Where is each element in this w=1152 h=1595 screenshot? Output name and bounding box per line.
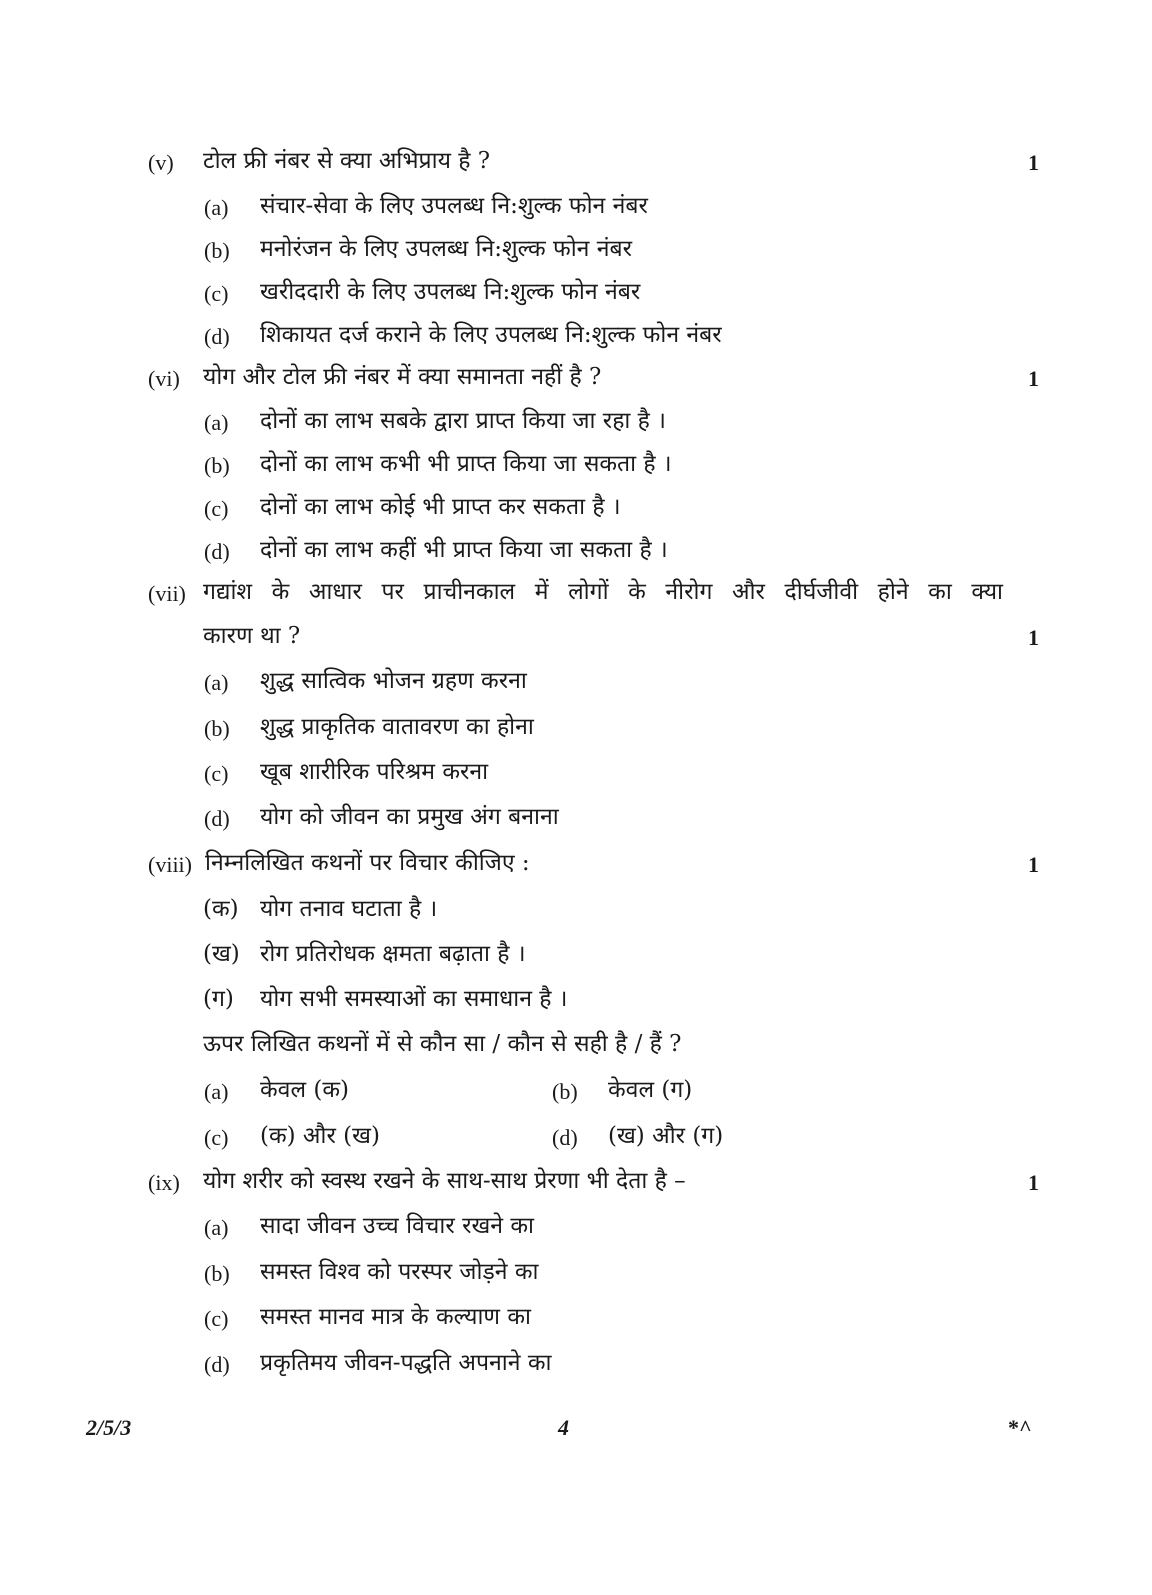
- option-label: (d): [204, 324, 230, 349]
- option-text: दोनों का लाभ कहीं भी प्राप्त किया जा सकता है ।: [260, 537, 668, 563]
- option-label: (a): [204, 670, 229, 695]
- paper-code: 2/5/3: [86, 1415, 132, 1440]
- option-text: शुद्ध सात्विक भोजन ग्रहण करना: [260, 668, 527, 694]
- option-text: योग को जीवन का प्रमुख अंग बनाना: [260, 804, 559, 830]
- option-label: (b): [204, 1261, 230, 1286]
- question-marks: 1: [1028, 625, 1039, 650]
- question-text-line-1: गद्यांश के आधार पर प्राचीनकाल में लोगों के नीरोग और दीर्घजीवी होने का क्या: [203, 579, 1003, 605]
- option-text: संचार-सेवा के लिए उपलब्ध नि:शुल्क फोन नंबर: [260, 193, 648, 219]
- question-prompt: ऊपर लिखित कथनों में से कौन सा / कौन से सही है / हैं ?: [203, 1031, 682, 1057]
- option-text: समस्त मानव मात्र के कल्याण का: [260, 1304, 531, 1330]
- question-number: (v): [148, 150, 174, 175]
- option-text: दोनों का लाभ कभी भी प्राप्त किया जा सकता है ।: [260, 451, 672, 477]
- option-label: (c): [204, 496, 229, 521]
- option-text: (क) और (ख): [260, 1123, 380, 1149]
- option-label: (a): [204, 1215, 229, 1240]
- question-marks: 1: [1028, 1170, 1039, 1195]
- option-label: (d): [204, 539, 230, 564]
- option-text: (ख) और (ग): [608, 1123, 724, 1149]
- page-number: 4: [558, 1415, 569, 1440]
- option-label: (c): [204, 1306, 229, 1331]
- option-label: (a): [204, 1079, 229, 1104]
- statement-text: योग सभी समस्याओं का समाधान है ।: [260, 986, 568, 1012]
- option-label: (a): [204, 195, 229, 220]
- option-label: (b): [552, 1079, 578, 1104]
- option-label: (d): [204, 806, 230, 831]
- option-label: (b): [204, 716, 230, 741]
- question-text: योग शरीर को स्वस्थ रखने के साथ-साथ प्रेरणा भी देता है –: [203, 1168, 686, 1194]
- option-text: शिकायत दर्ज कराने के लिए उपलब्ध नि:शुल्क फोन नंबर: [260, 322, 722, 348]
- question-text: योग और टोल फ्री नंबर में क्या समानता नहीं है ?: [203, 364, 602, 390]
- option-text: केवल (क): [260, 1077, 349, 1103]
- question-marks: 1: [1028, 150, 1039, 175]
- question-number: (vi): [148, 366, 180, 391]
- option-label: (c): [204, 281, 229, 306]
- option-text: मनोरंजन के लिए उपलब्ध नि:शुल्क फोन नंबर: [260, 236, 633, 262]
- option-text: दोनों का लाभ सबके द्वारा प्राप्त किया जा रहा है ।: [260, 408, 666, 434]
- question-marks: 1: [1028, 852, 1039, 877]
- option-text: शुद्ध प्राकृतिक वातावरण का होना: [260, 714, 534, 740]
- option-label: (c): [204, 1125, 229, 1150]
- question-number: (viii): [148, 852, 192, 877]
- option-label: (a): [204, 410, 229, 435]
- question-text-line-2: कारण था ?: [203, 623, 301, 649]
- statement-label: (ग): [203, 986, 234, 1012]
- footer-mark: *^: [1008, 1415, 1032, 1440]
- statement-text: रोग प्रतिरोधक क्षमता बढ़ाता है ।: [260, 941, 526, 967]
- statement-label: (ख): [203, 941, 240, 967]
- option-text: खरीददारी के लिए उपलब्ध नि:शुल्क फोन नंबर: [260, 279, 641, 305]
- question-marks: 1: [1028, 366, 1039, 391]
- option-label: (d): [552, 1125, 578, 1150]
- option-text: प्रकृतिमय जीवन-पद्धति अपनाने का: [260, 1350, 552, 1376]
- statement-text: योग तनाव घटाता है ।: [260, 896, 438, 922]
- option-label: (d): [204, 1352, 230, 1377]
- option-text: सादा जीवन उच्च विचार रखने का: [260, 1213, 535, 1239]
- option-label: (b): [204, 238, 230, 263]
- statement-label: (क): [203, 896, 239, 922]
- question-number: (vii): [148, 581, 186, 606]
- option-text: दोनों का लाभ कोई भी प्राप्त कर सकता है ।: [260, 494, 621, 520]
- question-text: टोल फ्री नंबर से क्या अभिप्राय है ?: [203, 148, 491, 174]
- question-text: निम्नलिखित कथनों पर विचार कीजिए :: [205, 850, 530, 876]
- option-label: (b): [204, 453, 230, 478]
- option-text: खूब शारीरिक परिश्रम करना: [260, 759, 489, 785]
- option-label: (c): [204, 761, 229, 786]
- option-text: समस्त विश्व को परस्पर जोड़ने का: [260, 1259, 539, 1285]
- option-text: केवल (ग): [608, 1077, 693, 1103]
- question-number: (ix): [148, 1170, 180, 1195]
